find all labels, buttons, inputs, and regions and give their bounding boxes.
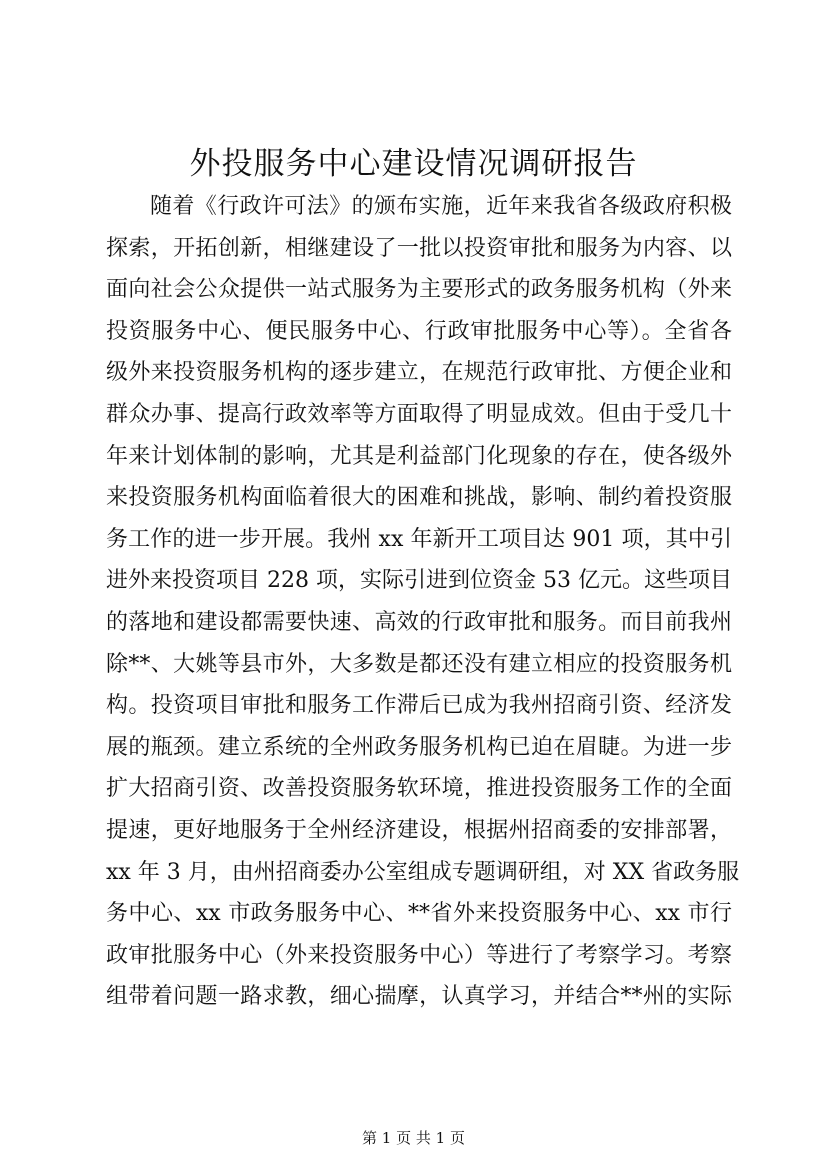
paragraph-line: 除**、大姚等县市外，大多数是都还没有建立相应的投资服务机: [106, 651, 732, 677]
paragraph-line: 构。投资项目审批和服务工作滞后已成为我州招商引资、经济发: [106, 693, 732, 719]
paragraph-line: 来投资服务机构面临着很大的困难和挑战，影响、制约着投资服: [106, 485, 732, 511]
paragraph-line: 进外来投资项目 228 项，实际引进到位资金 53 亿元。这些项目: [106, 568, 732, 594]
paragraph-line: 面向社会公众提供一站式服务为主要形式的政务服务机构（外来: [106, 277, 732, 303]
paragraph-line: 探索，开拓创新，相继建设了一批以投资审批和服务为内容、以: [106, 235, 732, 261]
page-number-footer: 第 1 页 共 1 页: [362, 1129, 465, 1147]
paragraph-line: 扩大招商引资、改善投资服务软环境，推进投资服务工作的全面: [106, 776, 732, 802]
paragraph-line: 组带着问题一路求教，细心揣摩，认真学习，并结合**州的实际: [106, 984, 732, 1010]
document-title: 外投服务中心建设情况调研报告: [189, 146, 638, 182]
paragraph-line: 随着《行政许可法》的颁布实施，近年来我省各级政府积极: [150, 194, 732, 219]
paragraph-line: 投资服务中心、便民服务中心、行政审批服务中心等）。全省各: [106, 318, 732, 344]
paragraph-line: 展的瓶颈。建立系统的全州政务服务机构已迫在眉睫。为进一步: [106, 734, 732, 760]
paragraph-line: 务工作的进一步开展。我州 xx 年新开工项目达 901 项，其中引: [106, 526, 732, 552]
paragraph-line: 年来计划体制的影响，尤其是利益部门化现象的存在，使各级外: [106, 443, 732, 469]
paragraph-line: 级外来投资服务机构的逐步建立，在规范行政审批、方便企业和: [106, 360, 732, 386]
paragraph-line: 群众办事、提高行政效率等方面取得了明显成效。但由于受几十: [106, 401, 732, 427]
paragraph-line: 提速，更好地服务于全州经济建设，根据州招商委的安排部署，: [106, 817, 732, 843]
paragraph-line: 的落地和建设都需要快速、高效的行政审批和服务。而目前我州: [106, 609, 732, 635]
paragraph-line: 政审批服务中心（外来投资服务中心）等进行了考察学习。考察: [106, 942, 732, 968]
paragraph-line: xx 年 3 月，由州招商委办公室组成专题调研组，对 XX 省政务服: [106, 859, 740, 885]
document-body: [106, 186, 740, 1018]
paragraph-line: 务中心、xx 市政务服务中心、**省外来投资服务中心、xx 市行: [106, 901, 732, 927]
